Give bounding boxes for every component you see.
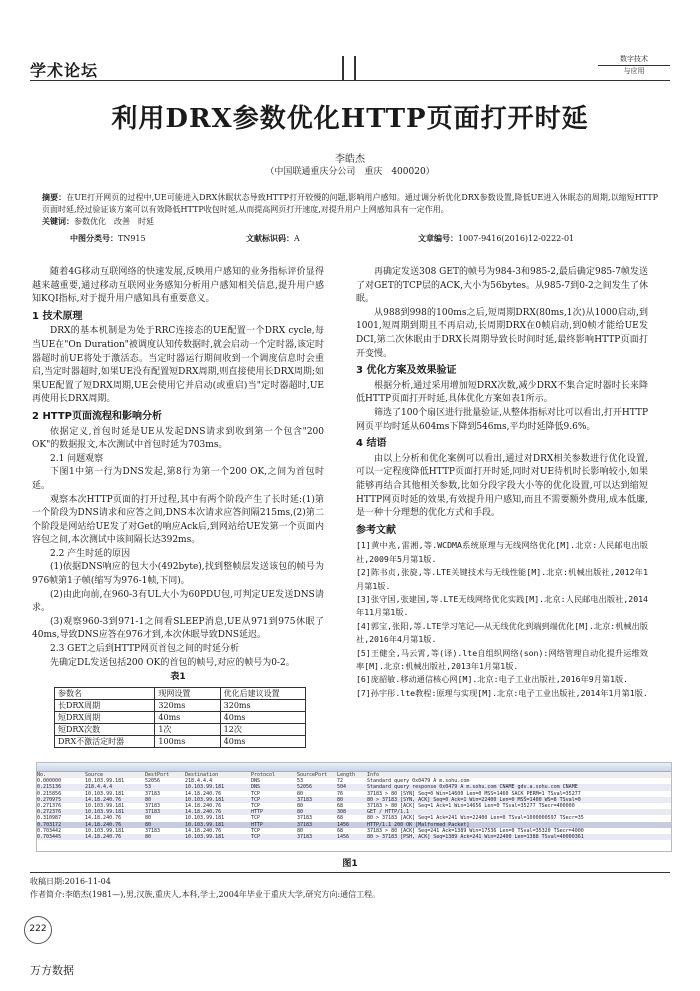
capture-column-header: Destination (185, 772, 219, 778)
paragraph: DRX的基本机制是为处于RRC连接态的UE配置一个DRX cycle,每当UE在"On Duration"被调度认知传数据时,就会启动一个定时器,该定时器超时前UE将处于激活态。当定时器运行期间收到一个调度信息时会重启,当定时器超时,如果UE没有配置短DRX周期,则直接使用长DRX周期;如果UE配置了短DRX周期,UE会使用它并启动(或重启)当"定时器超时,UE再使用长DRX周期。 (32, 326, 324, 405)
capture-cell: 53 (297, 778, 304, 785)
capture-cell: 14.18.240.76 (85, 815, 122, 822)
capture-cell: TCP (251, 803, 261, 810)
references-heading: 参考文献 (356, 524, 396, 536)
capture-cell: DNS (251, 778, 261, 785)
paragraph: 下图1中第一行为DNS发起,第8行为第一个200 OK,之间为首包时延。 (32, 467, 324, 491)
capture-cell: 80 (145, 796, 152, 803)
clc-number (70, 233, 146, 244)
table-row (55, 723, 306, 735)
capture-cell: 14.18.240.76 (85, 834, 122, 841)
capture-cell: 10.103.99.181 (85, 809, 125, 816)
capture-cell: TCP (251, 815, 261, 822)
capture-cell: 14.18.240.76 (185, 803, 222, 810)
doc-code (246, 233, 300, 244)
affiliation: （中国联通重庆分公司 重庆 400020） (265, 167, 435, 177)
capture-cell: 14.18.240.76 (185, 809, 222, 816)
capture-cell: 68 (337, 803, 344, 810)
table-cell: 12次 (220, 723, 305, 735)
capture-cell: 0.270975 (37, 796, 62, 803)
capture-cell: Standard query response 0x0479 A m.sohu.com CNAME gdv.a.sohu.com CNAME (367, 784, 578, 791)
capture-cell: 80 (145, 821, 152, 828)
capture-cell: 14.18.240.76 (85, 796, 122, 803)
table-cell: 320ms (220, 699, 305, 711)
paragraph: 根据分析,通过采用增加短DRX次数,减少DRX不集合定时器时长来降低HTTP页面打开时延,具体优化方案如表1所示。 (356, 380, 648, 405)
clc-label: 中图分类号： (70, 234, 118, 243)
capture-cell: GET / HTTP/1.1 (367, 809, 410, 816)
subheading-2-1: 2.1 问题观察 (50, 453, 104, 464)
table-cell: DRX不激活定时器 (55, 735, 155, 747)
capture-cell: 80 (145, 834, 152, 841)
table-cell: 现网设置 (155, 687, 220, 699)
heading-3: 3 优化方案及效果验证 (356, 365, 457, 377)
capture-cell: 14.18.240.76 (185, 790, 222, 797)
capture-cell: 37183 (145, 790, 161, 797)
capture-cell: 504 (337, 784, 347, 791)
capture-cell: 37183 (145, 827, 161, 834)
capture-cell: 68 (337, 827, 344, 834)
author: 李皓杰 (335, 154, 365, 165)
capture-column-header: Length (337, 772, 356, 778)
capture-cell: 37183 (297, 796, 313, 803)
capture-cell: TCP (251, 790, 261, 797)
paragraph: 先确定DL发送包括200 OK的首包的帧号,对应的帧号为0-2。 (50, 657, 295, 668)
table-title: 表1 (170, 672, 186, 683)
capture-column-header: No. (37, 772, 47, 778)
reference-item: [4]郭宝,张阳,等.LTE学习笔记——从无线优化到端到端优化[M].北京:机械出版社,2016年4月第1版. (356, 620, 648, 645)
logo-top: 数字技术 (598, 54, 670, 66)
capture-cell: 80 > 37183 [ACK] Seq=1 Ack=241 Win=22400 Len=0 TSval=1000000597 TSecr=35 (367, 815, 584, 822)
table-cell: 长DRX周期 (55, 699, 155, 711)
heading-4: 4 结语 (356, 438, 387, 450)
figure-caption: 图1 (342, 859, 358, 869)
paragraph: (3)观察960-3到971-1之间看SLEEP消息,UE从971到975休眠了40ms,导致DNS应答在976才到,本次休眠导致DNS延迟。 (32, 616, 324, 641)
reference-item: [7]孙宇彤.lte教程:原理与实现[M].北京:电子工业出版社,2014年1月第1版. (356, 687, 648, 698)
abstract-text: 在UE打开网页的过程中,UE可能进入DRX休眠状态导致HTTP打开较慢的问题,影响用户感知。通过调分析优化DRX参数设置,降低UE进入休眠态的周期,以缩短HTTP页面时延,经过验证该方案可以有效降低HTTP收包时延,从而提高网页打开速度,对提升用户上网感知具有一定作用。 (42, 193, 659, 214)
capture-cell: 72 (337, 778, 344, 785)
author-bio: 作者简介:李皓杰(1981—),男,汉族,重庆人,本科,学士,2004年毕业于重庆大学,研究方向:通信工程。 (30, 890, 381, 899)
capture-cell: 76 (337, 790, 344, 797)
table-cell: 短DRX周期 (55, 711, 155, 723)
article-number (418, 233, 574, 244)
capture-cell: 53 (145, 784, 152, 791)
capture-cell: 0.215856 (37, 790, 62, 797)
capture-cell: 37183 (145, 809, 161, 816)
table-cell: 优化后建议设置 (220, 687, 305, 699)
table-row (55, 711, 306, 723)
doc-label: 文献标识码： (246, 234, 294, 243)
capture-cell: 37183 (297, 821, 313, 828)
capture-cell: 0.272376 (37, 809, 62, 816)
capture-cell: 10.103.99.181 (85, 803, 125, 810)
table-cell: 40ms (220, 711, 305, 723)
capture-cell: TCP (251, 834, 261, 841)
table-header-row (55, 687, 306, 699)
capture-cell: HTTP/1.1 200 OK [Malformed Packet] (367, 821, 470, 828)
abstract-label: 摘要： (42, 193, 67, 202)
paragraph: 筛选了100个扇区进行批量验证,从整体指标对比可以看出,打开HTTP网页平均时延从604ms下降到546ms,平均时延降低9.6%。 (356, 407, 648, 432)
table-cell: 参数名 (55, 687, 155, 699)
capture-cell: 10.103.99.181 (85, 790, 125, 797)
capture-cell: 10.103.99.181 (185, 784, 225, 791)
capture-cell: 80 (337, 796, 344, 803)
table-cell: 40ms (155, 711, 220, 723)
capture-column-header: SourcePort (297, 772, 328, 778)
table-cell: 40ms (220, 735, 305, 747)
capture-cell: 80 > 37183 [SYN, ACK] Seq=0 Ack=1 Win=22400 Len=0 MSS=1400 WS=8 TSval=0 (367, 796, 581, 803)
capture-cell: 218.4.4.4 (185, 778, 213, 785)
section-header: 学术论坛 (30, 61, 99, 80)
header-bars (338, 56, 366, 80)
paper-title: 利用DRX参数优化HTTP页面打开时延 (111, 104, 589, 134)
art-value: 1007-9416(2016)12-0222-01 (458, 234, 575, 243)
capture-cell: 0.703442 (37, 827, 62, 834)
paragraph: 依据定义,首包时延是UE从发起DNS请求到收到第一个包含"200 OK"的数据报文,本次测试中首包时延为703ms。 (32, 426, 324, 451)
page-number-badge (24, 916, 52, 944)
paragraph: (1)依据DNS响应的包大小(492byte),找到整帧层发送该包的帧号为976帧第1子帧(缩写为976-1帧,下同)。 (32, 562, 324, 587)
table-cell: 100ms (155, 735, 220, 747)
paragraph: 再确定发送308 GET的帧号为984-3和985-2,最后确定985-7帧发送了对GET的TCP层的ACK,大小为56bytes。从985-7到0-2之间发生了休眠。 (356, 267, 648, 305)
capture-cell: 10.103.99.181 (85, 778, 125, 785)
capture-cell: 37183 (297, 815, 313, 822)
capture-row (37, 834, 671, 840)
capture-cell: 80 (297, 803, 304, 810)
capture-cell: 0.215136 (37, 784, 62, 791)
logo-bottom: 与应用 (623, 67, 645, 75)
capture-cell: 37183 (297, 834, 313, 841)
capture-cell: 10.103.99.181 (85, 827, 125, 834)
heading-2: 2 HTTP页面流程和影响分析 (32, 410, 163, 422)
capture-cell: 0.310987 (37, 815, 62, 822)
references-list (356, 539, 648, 700)
table-row (55, 699, 306, 711)
capture-cell: 14.18.240.76 (185, 827, 222, 834)
capture-cell: 1456 (337, 834, 350, 841)
table-row (55, 735, 306, 747)
capture-cell: 10.103.99.181 (185, 815, 225, 822)
keywords-label: 关键词： (42, 217, 74, 226)
capture-table (37, 772, 671, 840)
capture-cell: 0.703172 (37, 821, 62, 828)
capture-cell: 80 (297, 827, 304, 834)
paragraph: (2)由此向前,在960-3有UL大小为60PDU包,可判定UE发送DNS请求。 (32, 589, 324, 614)
capture-cell: 0.000000 (37, 778, 62, 785)
capture-cell: 80 (145, 815, 152, 822)
capture-cell: HTTP (251, 821, 264, 828)
table-cell: 320ms (155, 699, 220, 711)
param-table (54, 687, 306, 748)
capture-column-header: DestPort (145, 772, 170, 778)
paragraph: 从988到998的100ms之后,短周期DRX(80ms,1次)从1000启动,到1001,短周期到期且不再启动,长周期DRX在0帧启动,到0帧才能给UE发DCI,第二次休眠由于DRX长周期导致长时间时延,最终影响HTTP页面打开变慢。 (356, 307, 648, 359)
right-column (356, 266, 648, 700)
reference-item: [1]黄中兆,雷湘,等.WCDMA系统原理与无线网络优化[M].北京:人民邮电出版社,2009年5月第1版. (356, 540, 648, 564)
reference-item: [2]陈书贞,张旋,等.LTE关键技术与无线性能[M].北京:机械出版社,2012年1月第1版. (356, 567, 648, 591)
capture-cell: 37183 (145, 803, 161, 810)
reference-item: [5]王健全,马云霄,等(译).lte自组织网络(son):网络管理自动化提升运维效率[M].北京:机械出版社,2013年1月第1版. (356, 647, 648, 671)
capture-cell: 80 (297, 790, 304, 797)
paragraph: 由以上分析和优化案例可以看出,通过对DRX相关参数进行优化设置,可以一定程度降低HTTP页面打开时延,同时对UE待机时长影响较小,如果能够再结合其他相关参数,比如分段字段大小等的优化设置,可以达到缩短HTTP网页时延的效果,有效提升用户感知,而且不需要额外费用,成本低廉,是一种十分理想的优化方式和手段。 (356, 453, 648, 519)
packet-capture-figure (36, 762, 672, 852)
capture-column-header: Info (367, 772, 380, 778)
capture-column-header: Protocol (251, 772, 276, 778)
capture-cell: 80 > 37183 [PSH, ACK] Seq=1389 Ack=241 Win=22400 Len=1388 TSval=40000361 (367, 834, 584, 841)
capture-cell: TCP (251, 827, 261, 834)
doc-value: A (294, 234, 300, 243)
capture-cell: 1456 (337, 821, 350, 828)
received-date: 收稿日期:2016-11-04 (30, 877, 111, 886)
capture-cell: 10.103.99.181 (185, 834, 225, 841)
capture-cell: 14.18.240.76 (85, 821, 122, 828)
table-cell: 1次 (155, 723, 220, 735)
footnote-rule (30, 872, 670, 873)
capture-cell: TCP (251, 796, 261, 803)
intro-paragraph: 随着4G移动互联网络的快速发展,反映用户感知的业务指标评价显得越来越重要,通过移动互联网业务感知分析用户感知相关信息,提升用户感知KQI指标,对于提升用户感知具有重要意义。 (32, 267, 324, 305)
capture-cell: Standard query 0x0479 A m.sohu.com (367, 778, 470, 785)
capture-cell: 218.4.4.4 (85, 784, 113, 791)
capture-cell: 68 (337, 815, 344, 822)
capture-cell: 80 (297, 809, 304, 816)
subheading-2-3: 2.3 GET之后到HTTP网页首包之间的时延分析 (50, 644, 240, 655)
art-label: 文章编号： (418, 234, 458, 243)
capture-column-header: Source (85, 772, 104, 778)
keywords: 参数优化 改善 时延 (74, 217, 154, 226)
capture-cell: 37183 > 80 [ACK] Seq=1 Ack=1 Win=14656 Len=0 TSval=35277 TSecr=400000 (367, 803, 575, 810)
capture-cell: 52056 (297, 784, 313, 791)
heading-1: 1 技术原理 (32, 310, 83, 322)
capture-cell: 308 (337, 809, 347, 816)
wanfang-watermark: 万方数据 (30, 964, 74, 977)
header-rule (30, 80, 670, 81)
reference-item: [6]庞韶敏.移动通信核心网[M].北京:电子工业出版社,2016年9月第1版. (356, 674, 629, 685)
table-cell: 短DRX次数 (55, 723, 155, 735)
capture-cell: 37183 > 80 [ACK] Seq=241 Ack=1389 Win=17536 Len=0 TSval=35320 TSecr=4000 (367, 827, 584, 834)
capture-cell: 37183 > 80 [SYN] Seq=0 Win=14600 Len=0 MSS=1460 SACK_PERM=1 TSval=35277 (367, 790, 581, 797)
capture-cell: DNS (251, 784, 261, 791)
capture-titlebar (37, 763, 671, 772)
capture-cell: 0.271376 (37, 803, 62, 810)
subheading-2-2: 2.2 产生时延的原因 (50, 548, 131, 559)
left-column (32, 266, 324, 748)
page-number: 222 (29, 924, 47, 934)
journal-logo (598, 54, 670, 80)
capture-cell: 10.103.99.181 (185, 796, 225, 803)
reference-item: [3]张守国,张建国,等.LTE无线网络优化实践[M].北京:人民邮电出版社,2014年11月第1版. (356, 593, 648, 618)
capture-cell: 10.103.99.181 (185, 821, 225, 828)
capture-cell: HTTP (251, 809, 264, 816)
paragraph: 观察本次HTTP页面的打开过程,其中有两个阶段产生了长时延:(1)第一个阶段为DNS请求和应答之间,DNS本次请求应答间隔215ms,(2)第二个阶段是网站给UE发了对Get的响应Ack后,到网站给UE发第一个页面内容包之间,本次测试中该间隔长达392ms。 (32, 494, 324, 546)
capture-cell: 52056 (145, 778, 161, 785)
clc-value: TN915 (118, 234, 146, 243)
capture-cell: 0.703445 (37, 834, 62, 841)
abstract (42, 192, 658, 228)
